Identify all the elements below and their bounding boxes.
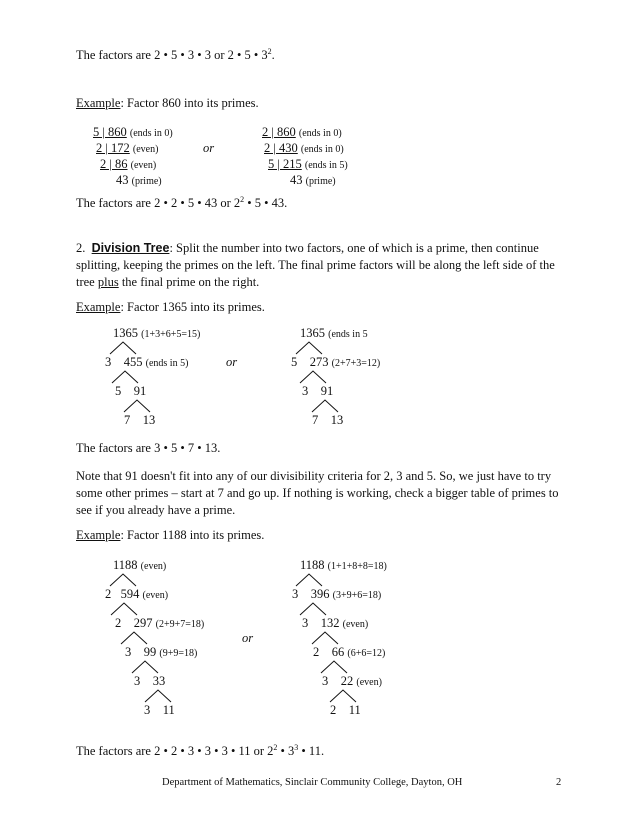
- div-860-right-row-4: [290, 173, 336, 188]
- tree-node: 13: [142, 413, 156, 427]
- tree-node: 3: [144, 703, 151, 717]
- tree-node: 3: [302, 616, 309, 630]
- div-860-left-row-2: [96, 141, 158, 156]
- tree-branch: [110, 341, 150, 355]
- tree-1188-right-root: [300, 558, 387, 573]
- div-860-left-row-1: [93, 125, 173, 140]
- tree-note: (ends in 5): [145, 358, 189, 369]
- tree-node: 5: [291, 355, 298, 369]
- tree-1365-right-l3: [312, 413, 343, 428]
- tree-node: 66: [331, 645, 345, 659]
- tree-node: 132: [320, 616, 340, 630]
- tree-note: (ends in 5: [328, 329, 368, 340]
- tree-branch: [111, 602, 151, 616]
- tree-node: 11: [162, 703, 175, 717]
- div-860-right-row-2: [264, 141, 344, 156]
- example-1188-text: : Factor 1188 into its primes.: [120, 528, 265, 542]
- tree-note: (1+1+8+8=18): [327, 561, 387, 572]
- or-860: or: [203, 141, 215, 155]
- div-num: 43: [116, 173, 129, 187]
- section-text: : Split the number into two factors, one of which is a prime, then continue splitting, keeping the primes on the left. The final prime factors will be along the left side of the tree: [76, 241, 555, 289]
- top-factors-sup: 2: [267, 47, 272, 56]
- tree-node: 297: [133, 616, 153, 630]
- tree-node: 2: [330, 703, 337, 717]
- tree-note: (6+6=12): [347, 648, 386, 659]
- tree-node: 5: [115, 384, 122, 398]
- factors-1188-text-mid: • 3: [277, 744, 295, 758]
- factors-860-text: The factors are 2 • 2 • 5 • 43 or 2: [76, 196, 241, 210]
- tree-1188-right-l3: [313, 645, 385, 660]
- section-number: 2.: [76, 241, 86, 255]
- tree-1188-left-l1: [105, 587, 168, 602]
- div-note: (ends in 0): [129, 128, 173, 139]
- tree-node: 1188: [300, 558, 325, 572]
- tree-node: 273: [309, 355, 329, 369]
- example-1188-heading: [76, 528, 264, 543]
- factors-860-sup: 2: [240, 195, 245, 204]
- section-plus: plus: [97, 275, 119, 289]
- tree-branch: [330, 689, 370, 703]
- tree-1188-left-l4: [134, 674, 165, 689]
- example-860-heading: [76, 96, 259, 111]
- div-860-right-row-1: [262, 125, 342, 140]
- tree-node: 11: [348, 703, 361, 717]
- tree-node: 2: [313, 645, 320, 659]
- section-text-end: the final prime on the right.: [118, 275, 260, 289]
- tree-node: 22: [340, 674, 354, 688]
- tree-1188-right-l4: [322, 674, 382, 689]
- tree-branch: [112, 370, 152, 384]
- tree-1365-right-l1: [291, 355, 380, 370]
- top-factors-line: [76, 48, 275, 63]
- div-num: 43: [290, 173, 303, 187]
- tree-branch: [300, 602, 340, 616]
- note-paragraph: Note that 91 doesn't fit into any of our divisibility criteria for 2, 3 and 5. So, we just have to try some other primes – start at 7 and go up. If nothing is working, check a bigger table of primes to see if you already have a prime.: [76, 469, 559, 517]
- factors-860-end: • 5 • 43.: [244, 196, 288, 210]
- tree-note: (2+9+7=18): [155, 619, 205, 630]
- tree-node: 2: [115, 616, 122, 630]
- tree-node: 3: [322, 674, 329, 688]
- tree-1365-left-root: [113, 326, 200, 341]
- div-note: (ends in 5): [304, 160, 348, 171]
- tree-1188-right-l2: [302, 616, 368, 631]
- tree-node: 594: [120, 587, 140, 601]
- tree-branch: [121, 631, 161, 645]
- tree-1365-right-l2: [302, 384, 333, 399]
- tree-node: 455: [123, 355, 143, 369]
- tree-note: (1+3+6+5=15): [141, 329, 201, 340]
- div-num: 2 | 430: [264, 141, 298, 155]
- div-note: (prime): [131, 176, 162, 187]
- factors-1188-line: [76, 744, 324, 759]
- page-number: 2: [556, 777, 562, 788]
- example-1365-heading: [76, 300, 265, 315]
- tree-note: (even): [142, 590, 169, 601]
- top-factors-text: The factors are 2 • 5 • 3 • 3 or 2 • 5 • 3: [76, 48, 268, 62]
- tree-node: 396: [310, 587, 330, 601]
- tree-node: 7: [124, 413, 131, 427]
- tree-1365-left-l1: [105, 355, 188, 370]
- factors-1188-end: • 11.: [298, 744, 325, 758]
- div-note: (even): [130, 160, 157, 171]
- tree-1188-left-l2: [115, 616, 204, 631]
- division-tree-paragraph: [76, 240, 566, 291]
- div-note: (ends in 0): [298, 128, 342, 139]
- factors-1365-line: The factors are 3 • 5 • 7 • 13.: [76, 441, 221, 455]
- tree-1188-right-l1: [292, 587, 381, 602]
- tree-node: 3: [105, 355, 112, 369]
- tree-branch: [145, 689, 185, 703]
- tree-1365-left-l3: [124, 413, 155, 428]
- div-num: 5 | 215: [268, 157, 302, 171]
- section-title: Division Tree: [91, 241, 170, 255]
- factors-860-line: [76, 196, 287, 211]
- tree-1188-left-root: [113, 558, 166, 573]
- tree-node: 1365: [300, 326, 325, 340]
- example-1365-text: : Factor 1365 into its primes.: [120, 300, 265, 314]
- tree-node: 1365: [113, 326, 138, 340]
- tree-branch: [296, 341, 336, 355]
- tree-node: 91: [133, 384, 147, 398]
- tree-node: 7: [312, 413, 319, 427]
- tree-node: 3: [134, 674, 141, 688]
- tree-node: 3: [125, 645, 132, 659]
- div-num: 2 | 86: [100, 157, 128, 171]
- top-factors-end: .: [271, 48, 275, 62]
- div-num: 2 | 172: [96, 141, 130, 155]
- div-860-right-row-3: [268, 157, 348, 172]
- tree-note: (3+9+6=18): [332, 590, 382, 601]
- div-860-left-row-4: [116, 173, 162, 188]
- tree-1365-right-root: [300, 326, 368, 341]
- tree-branch: [132, 660, 172, 674]
- div-num: 2 | 860: [262, 125, 296, 139]
- tree-node: 1188: [113, 558, 138, 572]
- factors-1188-sup: 2: [273, 743, 278, 752]
- example-label: Example: [76, 528, 121, 542]
- tree-1188-left-l3: [125, 645, 197, 660]
- tree-branch: [110, 573, 150, 587]
- tree-node: 99: [143, 645, 157, 659]
- factors-1188-text: The factors are 2 • 2 • 3 • 3 • 3 • 11 or 2: [76, 744, 274, 758]
- tree-branch: [124, 399, 164, 413]
- tree-node: 3: [292, 587, 299, 601]
- tree-branch: [296, 573, 336, 587]
- tree-node: 3: [302, 384, 309, 398]
- tree-1365-left-l2: [115, 384, 146, 399]
- tree-note: (even): [342, 619, 369, 630]
- tree-node: 2: [105, 587, 112, 601]
- tree-node: 13: [330, 413, 344, 427]
- div-860-left-row-3: [100, 157, 156, 172]
- tree-node: 91: [320, 384, 334, 398]
- tree-note: (even): [140, 561, 167, 572]
- tree-branch: [312, 399, 352, 413]
- factors-1188-sup: 3: [294, 743, 299, 752]
- example-label: Example: [76, 300, 121, 314]
- tree-branch: [300, 370, 340, 384]
- tree-note: (even): [356, 677, 382, 688]
- tree-note: (2+7+3=12): [331, 358, 381, 369]
- example-label: Example: [76, 96, 121, 110]
- tree-branch: [312, 631, 352, 645]
- or-1365: or: [226, 355, 238, 369]
- or-1188: or: [242, 631, 254, 645]
- example-860-text: : Factor 860 into its primes.: [120, 96, 259, 110]
- tree-node: 33: [152, 674, 166, 688]
- tree-1188-left-l5: [144, 703, 175, 718]
- tree-1188-right-l5: [330, 703, 361, 718]
- div-note: (ends in 0): [300, 144, 344, 155]
- div-note: (even): [132, 144, 159, 155]
- div-note: (prime): [305, 176, 336, 187]
- tree-note: (9+9=18): [159, 648, 198, 659]
- footer-text: Department of Mathematics, Sinclair Community College, Dayton, OH: [162, 777, 463, 788]
- tree-branch: [321, 660, 361, 674]
- div-num: 5 | 860: [93, 125, 127, 139]
